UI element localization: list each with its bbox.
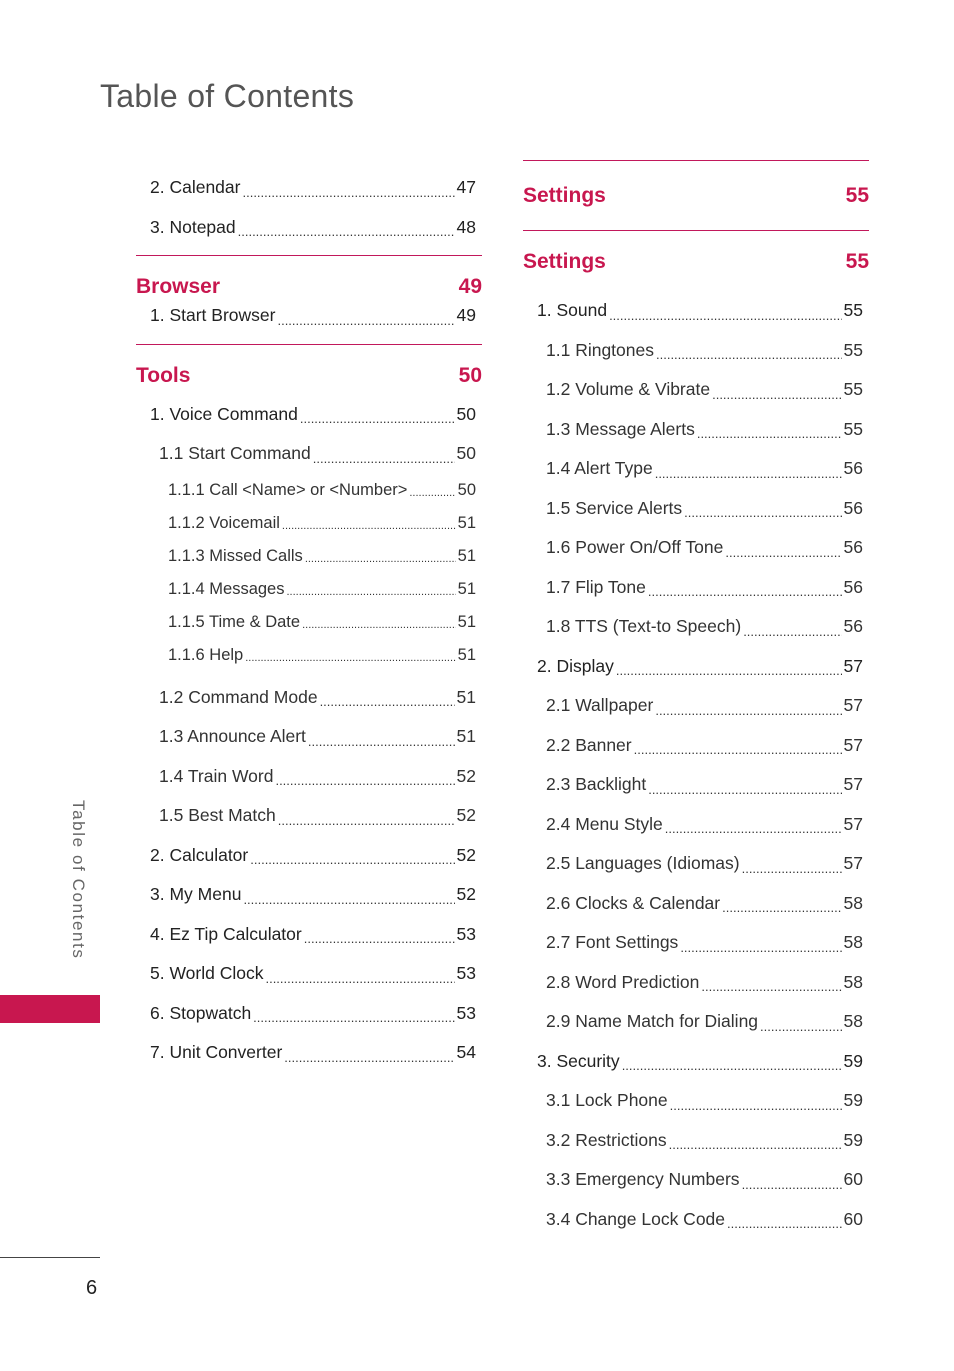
dot-leader bbox=[665, 822, 842, 844]
toc-entry-emergency-numbers[interactable] bbox=[546, 1160, 863, 1200]
dot-leader bbox=[634, 743, 842, 765]
toc-entry-clocks-calendar[interactable] bbox=[546, 884, 863, 924]
toc-entry-languages[interactable] bbox=[546, 844, 863, 884]
dot-leader bbox=[308, 735, 455, 757]
toc-entry-label: 1.5 Best Match bbox=[159, 805, 276, 825]
toc-entry-label: 2.9 Name Match for Dialing bbox=[546, 1011, 759, 1031]
dot-leader bbox=[670, 1099, 842, 1121]
toc-entry-message-alerts[interactable] bbox=[546, 410, 863, 450]
toc-entry-help[interactable] bbox=[168, 639, 476, 672]
toc-entry-security[interactable] bbox=[537, 1042, 863, 1082]
dot-leader bbox=[282, 521, 456, 540]
toc-entry-page: 51 bbox=[457, 645, 476, 664]
dot-leader bbox=[286, 587, 455, 606]
toc-entry-label: 1.1.1 Call <Name> or <Number> bbox=[168, 480, 408, 499]
toc-entry-label: 3. Notepad bbox=[150, 216, 236, 237]
toc-entry-page: 51 bbox=[457, 579, 476, 598]
toc-entry-font-settings[interactable] bbox=[546, 923, 863, 963]
toc-entry-page: 54 bbox=[456, 1042, 476, 1062]
section-heading-label: Settings bbox=[523, 184, 606, 207]
dot-leader bbox=[278, 814, 455, 836]
toc-entry-page: 58 bbox=[843, 1011, 863, 1031]
toc-entry-alert-type[interactable] bbox=[546, 449, 863, 489]
dot-leader bbox=[277, 314, 454, 336]
toc-entry-label: 1.6 Power On/Off Tone bbox=[546, 537, 724, 557]
toc-entry-page: 52 bbox=[456, 884, 476, 904]
toc-entry-page: 55 bbox=[843, 339, 863, 360]
dot-leader bbox=[320, 695, 455, 717]
toc-entry-label: 2.4 Menu Style bbox=[546, 813, 663, 834]
dot-leader bbox=[243, 893, 454, 915]
dot-leader bbox=[680, 941, 841, 963]
toc-right-column bbox=[523, 150, 869, 1239]
toc-entry-page: 50 bbox=[456, 403, 476, 424]
toc-entry-label: 1.1 Ringtones bbox=[546, 339, 654, 360]
dot-leader bbox=[725, 546, 841, 568]
toc-entry-label: 1.3 Message Alerts bbox=[546, 418, 695, 439]
toc-entry-restrictions[interactable] bbox=[546, 1121, 863, 1161]
dot-leader bbox=[655, 704, 841, 726]
toc-entry-label: 1.2 Volume & Vibrate bbox=[546, 379, 711, 399]
toc-entry-ez-tip-calculator[interactable] bbox=[150, 915, 476, 955]
section-heading-page: 49 bbox=[458, 275, 482, 298]
toc-entry-label: 2. Calendar bbox=[150, 177, 241, 197]
toc-entry-label: 1.4 Alert Type bbox=[546, 458, 653, 478]
dot-leader bbox=[313, 452, 455, 474]
toc-entry-label: 2. Calculator bbox=[150, 844, 249, 865]
toc-entry-flip-tone[interactable] bbox=[546, 568, 863, 608]
footer-rule bbox=[0, 1257, 100, 1258]
toc-entry-wallpaper[interactable] bbox=[546, 686, 863, 726]
toc-entry-page: 49 bbox=[456, 305, 476, 325]
toc-entry-page: 47 bbox=[456, 177, 476, 197]
toc-entry-page: 57 bbox=[843, 655, 863, 676]
toc-entry-page: 55 bbox=[843, 418, 863, 439]
toc-entry-page: 56 bbox=[843, 616, 863, 636]
toc-entry-label: 1.1.3 Missed Calls bbox=[168, 546, 303, 565]
toc-entry-label: 7. Unit Converter bbox=[150, 1042, 283, 1062]
dot-leader bbox=[238, 225, 455, 247]
toc-entry-change-lock-code[interactable] bbox=[546, 1200, 863, 1240]
dot-leader bbox=[742, 1178, 842, 1200]
toc-entry-label: 1.4 Train Word bbox=[159, 765, 274, 786]
toc-entry-label: 2.6 Clocks & Calendar bbox=[546, 892, 721, 913]
toc-entry-time-date[interactable] bbox=[168, 606, 476, 639]
toc-entry-label: 1.3 Announce Alert bbox=[159, 726, 306, 746]
toc-entry-name-match[interactable] bbox=[546, 1002, 863, 1042]
toc-entry-command-mode[interactable] bbox=[159, 678, 476, 718]
toc-entry-label: 1. Start Browser bbox=[150, 305, 276, 325]
toc-entry-page: 58 bbox=[843, 971, 863, 992]
toc-entry-page: 48 bbox=[456, 216, 476, 237]
toc-entry-world-clock[interactable] bbox=[150, 954, 476, 994]
toc-entry-label: 3.1 Lock Phone bbox=[546, 1090, 668, 1110]
toc-entry-page: 56 bbox=[843, 537, 863, 557]
toc-entry-page: 52 bbox=[456, 805, 476, 825]
toc-entry-label: 1.1.2 Voicemail bbox=[168, 513, 280, 532]
section-heading-label: Browser bbox=[136, 275, 221, 298]
dot-leader bbox=[609, 309, 841, 331]
toc-entry-tts[interactable] bbox=[546, 607, 863, 647]
dot-leader bbox=[655, 467, 842, 489]
toc-entry-notepad[interactable] bbox=[150, 208, 476, 248]
side-section-tab bbox=[0, 995, 100, 1023]
toc-entry-calculator[interactable] bbox=[150, 836, 476, 876]
dot-leader bbox=[616, 664, 842, 686]
toc-entry-label: 1.1.6 Help bbox=[168, 645, 244, 664]
toc-entry-page: 55 bbox=[843, 379, 863, 399]
toc-entry-announce-alert[interactable] bbox=[159, 717, 476, 757]
toc-entry-label: 3.4 Change Lock Code bbox=[546, 1208, 726, 1229]
dot-leader bbox=[760, 1020, 841, 1042]
toc-entry-label: 3. Security bbox=[537, 1050, 620, 1071]
toc-entry-page: 57 bbox=[843, 774, 863, 794]
toc-entry-page: 60 bbox=[843, 1169, 863, 1189]
toc-entry-page: 58 bbox=[843, 932, 863, 952]
toc-entry-label: 1.1 Start Command bbox=[159, 443, 311, 463]
dot-leader bbox=[669, 1138, 842, 1160]
toc-entry-label: 5. World Clock bbox=[150, 963, 264, 983]
dot-leader bbox=[242, 186, 454, 208]
toc-entry-train-word[interactable] bbox=[159, 757, 476, 797]
chapter-heading-settings[interactable] bbox=[523, 160, 869, 229]
toc-entry-label: 2. Display bbox=[537, 655, 614, 676]
dot-leader bbox=[656, 348, 842, 370]
toc-entry-unit-converter[interactable] bbox=[150, 1033, 476, 1073]
toc-entry-messages[interactable] bbox=[168, 573, 476, 606]
toc-entry-label: 2.2 Banner bbox=[546, 734, 632, 755]
toc-entry-label: 3.3 Emergency Numbers bbox=[546, 1169, 740, 1189]
toc-entry-service-alerts[interactable] bbox=[546, 489, 863, 529]
toc-entry-ringtones[interactable] bbox=[546, 331, 863, 371]
toc-entry-page: 55 bbox=[843, 300, 863, 320]
dot-leader bbox=[245, 653, 455, 672]
dot-leader bbox=[701, 980, 841, 1002]
toc-entry-label: 4. Ez Tip Calculator bbox=[150, 923, 302, 944]
toc-entry-label: 2.8 Word Prediction bbox=[546, 971, 700, 992]
dot-leader bbox=[742, 862, 842, 884]
toc-entry-stopwatch[interactable] bbox=[150, 994, 476, 1034]
toc-entry-page: 57 bbox=[843, 734, 863, 755]
toc-entry-page: 52 bbox=[456, 844, 476, 865]
toc-entry-best-match[interactable] bbox=[159, 796, 476, 836]
toc-entry-page: 60 bbox=[843, 1208, 863, 1229]
dot-leader bbox=[648, 783, 841, 805]
dot-leader bbox=[727, 1217, 842, 1239]
toc-entry-label: 1.1.5 Time & Date bbox=[168, 612, 301, 631]
toc-entry-page: 56 bbox=[843, 576, 863, 597]
dot-leader bbox=[265, 972, 454, 994]
toc-entry-label: 1. Voice Command bbox=[150, 403, 298, 424]
dot-leader bbox=[684, 506, 841, 528]
dot-leader bbox=[622, 1059, 842, 1081]
toc-entry-volume-vibrate[interactable] bbox=[546, 370, 863, 410]
toc-entry-lock-phone[interactable] bbox=[546, 1081, 863, 1121]
toc-entry-page: 50 bbox=[457, 480, 476, 499]
toc-entry-label: 1. Sound bbox=[537, 300, 608, 320]
page-number: 6 bbox=[86, 1277, 98, 1299]
dot-leader bbox=[722, 901, 841, 923]
dot-leader bbox=[250, 853, 454, 875]
toc-entry-page: 56 bbox=[843, 497, 863, 518]
toc-entry-page: 53 bbox=[456, 963, 476, 983]
toc-entry-menu-style[interactable] bbox=[546, 805, 863, 845]
toc-entry-label: 3. My Menu bbox=[150, 884, 242, 904]
toc-entry-missed-calls[interactable] bbox=[168, 540, 476, 573]
toc-entry-page: 51 bbox=[457, 546, 476, 565]
toc-entry-voice-command[interactable] bbox=[150, 395, 476, 435]
section-heading-page: 55 bbox=[845, 184, 869, 207]
toc-entry-page: 56 bbox=[843, 458, 863, 478]
toc-entry-power-on-off-tone[interactable] bbox=[546, 528, 863, 568]
toc-entry-page: 59 bbox=[843, 1129, 863, 1150]
dot-leader bbox=[305, 554, 456, 573]
toc-left-column bbox=[136, 168, 482, 1073]
toc-entry-page: 59 bbox=[843, 1090, 863, 1110]
toc-entry-page: 52 bbox=[456, 765, 476, 786]
toc-entry-page: 53 bbox=[456, 1002, 476, 1023]
toc-entry-page: 57 bbox=[843, 695, 863, 715]
section-heading-settings[interactable] bbox=[523, 230, 869, 291]
toc-entry-label: 2.5 Languages (Idiomas) bbox=[546, 853, 740, 873]
section-heading-label: Settings bbox=[523, 250, 606, 273]
dot-leader bbox=[284, 1051, 454, 1073]
toc-entry-voicemail[interactable] bbox=[168, 507, 476, 540]
toc-entry-page: 58 bbox=[843, 892, 863, 913]
toc-entry-page: 51 bbox=[456, 726, 476, 746]
toc-entry-call-name-number[interactable] bbox=[168, 474, 476, 507]
toc-entry-page: 51 bbox=[457, 513, 476, 532]
toc-entry-label: 2.1 Wallpaper bbox=[546, 695, 654, 715]
dot-leader bbox=[743, 625, 841, 647]
toc-entry-page: 57 bbox=[843, 853, 863, 873]
toc-entry-label: 1.5 Service Alerts bbox=[546, 497, 683, 518]
toc-entry-label: 2.3 Backlight bbox=[546, 774, 647, 794]
dot-leader bbox=[302, 620, 456, 639]
dot-leader bbox=[712, 388, 841, 410]
dot-leader bbox=[697, 427, 842, 449]
dot-leader bbox=[304, 932, 455, 954]
toc-entry-backlight[interactable] bbox=[546, 765, 863, 805]
toc-entry-label: 2.7 Font Settings bbox=[546, 932, 679, 952]
toc-entry-page: 53 bbox=[456, 923, 476, 944]
dot-leader bbox=[253, 1011, 454, 1033]
section-heading-label: Tools bbox=[136, 363, 191, 387]
dot-leader bbox=[275, 774, 454, 796]
dot-leader bbox=[300, 412, 455, 434]
section-heading-page: 50 bbox=[458, 363, 482, 387]
toc-entry-label: 6. Stopwatch bbox=[150, 1002, 252, 1023]
toc-entry-label: 3.2 Restrictions bbox=[546, 1129, 667, 1150]
dot-leader bbox=[648, 585, 842, 607]
toc-entry-label: 1.8 TTS (Text-to Speech) bbox=[546, 616, 742, 636]
toc-entry-banner[interactable] bbox=[546, 726, 863, 766]
toc-entry-label: 1.7 Flip Tone bbox=[546, 576, 646, 597]
toc-entry-page: 59 bbox=[843, 1050, 863, 1071]
toc-entry-page: 51 bbox=[457, 612, 476, 631]
toc-entry-start-browser[interactable] bbox=[150, 296, 476, 336]
toc-entry-start-command[interactable] bbox=[159, 434, 476, 474]
toc-entry-calendar[interactable] bbox=[150, 168, 476, 208]
toc-entry-my-menu[interactable] bbox=[150, 875, 476, 915]
dot-leader bbox=[409, 488, 455, 507]
toc-entry-display[interactable] bbox=[537, 647, 863, 687]
section-heading-page: 55 bbox=[845, 250, 869, 273]
toc-entry-page: 57 bbox=[843, 813, 863, 834]
toc-entry-label: 1.2 Command Mode bbox=[159, 686, 318, 707]
toc-entry-label: 1.1.4 Messages bbox=[168, 579, 285, 598]
toc-entry-word-prediction[interactable] bbox=[546, 963, 863, 1003]
toc-entry-page: 51 bbox=[456, 686, 476, 707]
toc-entry-sound[interactable] bbox=[537, 291, 863, 331]
side-section-label: Table of Contents bbox=[69, 800, 88, 960]
page-title: Table of Contents bbox=[100, 78, 355, 114]
toc-entry-page: 50 bbox=[456, 443, 476, 463]
